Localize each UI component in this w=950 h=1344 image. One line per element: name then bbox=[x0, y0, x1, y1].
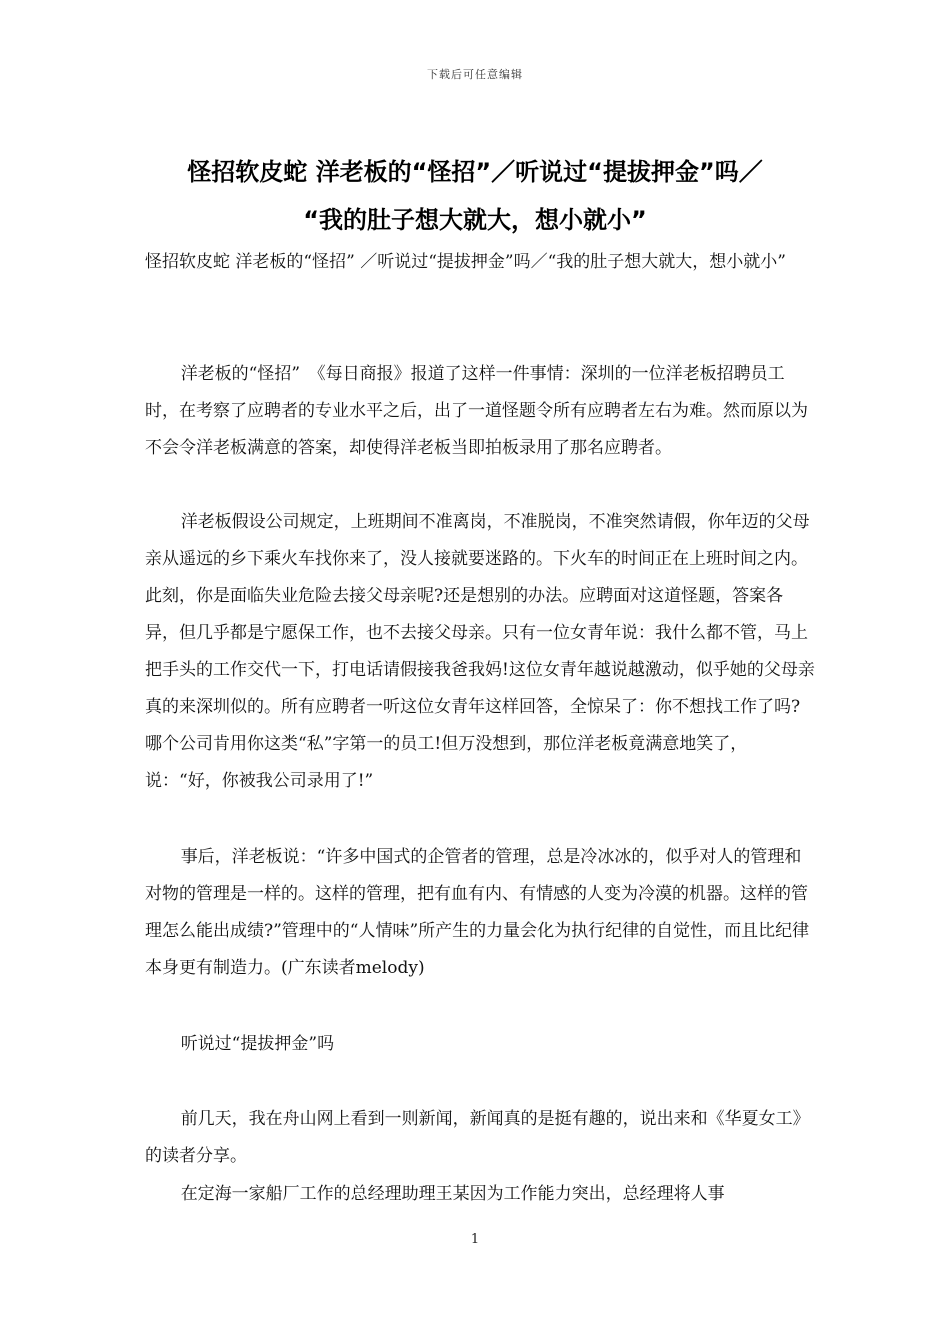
page-header: 下载后可任意编辑 bbox=[427, 68, 523, 81]
paragraph-5: 在定海一家船厂工作的总经理助理王某因为工作能力突出，总经理将人事 bbox=[180, 1184, 725, 1204]
document-title-line-1: 怪招软皮蛇 洋老板的“怪招”／听说过“提拔押金”吗／ bbox=[187, 158, 763, 186]
paragraph-2: 洋老板假设公司规定，上班期间不准离岗，不准脱岗，不准突然请假，你年迈的父母亲从遥远的乡下乘火车找你来了，没人接就要迷路的。下火车的时间正在上班时间之内。此刻，你是面临失业危险去接父母亲呢?还是想别的办法。应聘面对这道怪题，答案各异，但几乎都是宁愿保工作，也不去接父母亲。只有一位女青年说：我什么都不管，马上把手头的工作交代一下，打电话请假接我爸我妈!这位女青年越说越激动，似乎她的父母亲真的来深圳似的。所有应聘者一听这位女青年这样回答，全惊呆了：你不想找工作了吗?哪个公司肯用你这类“私”字第一的员工!但万没想到，那位洋老板竟满意地笑了，说：“好，你被我公司录用了!” bbox=[145, 512, 815, 791]
page-number: 1 bbox=[470, 1232, 480, 1247]
paragraph-1: 洋老板的“怪招” 《每日商报》报道了这样一件事情：深圳的一位洋老板招聘员工时，在考察了应聘者的专业水平之后，出了一道怪题令所有应聘者左右为难。然而原以为不会令洋老板满意的答案，却使得洋老板当即拍板录用了那名应聘者。 bbox=[145, 364, 808, 458]
section-2-title: 听说过“提拔押金”吗 bbox=[180, 1034, 335, 1054]
document-title-line-2: “我的肚子想大就大，想小就小” bbox=[303, 206, 647, 234]
paragraph-3: 事后，洋老板说：“许多中国式的企管者的管理，总是冷冰冰的，似乎对人的管理和对物的管理是一样的。这样的管理，把有血有内、有情感的人变为冷漠的机器。这样的管理怎么能出成绩?”管理中的“人情味”所产生的力量会化为执行纪律的自觉性，而且比纪律本身更有制造力。(广东读者melody) bbox=[145, 847, 810, 978]
paragraph-4: 前几天，我在舟山网上看到一则新闻，新闻真的是挺有趣的，说出来和《华夏女工》的读者分享。 bbox=[145, 1109, 810, 1166]
subtitle-paragraph: 怪招软皮蛇 洋老板的“怪招” ／听说过“提拔押金”吗／“我的肚子想大就大，想小就小” bbox=[145, 252, 786, 272]
